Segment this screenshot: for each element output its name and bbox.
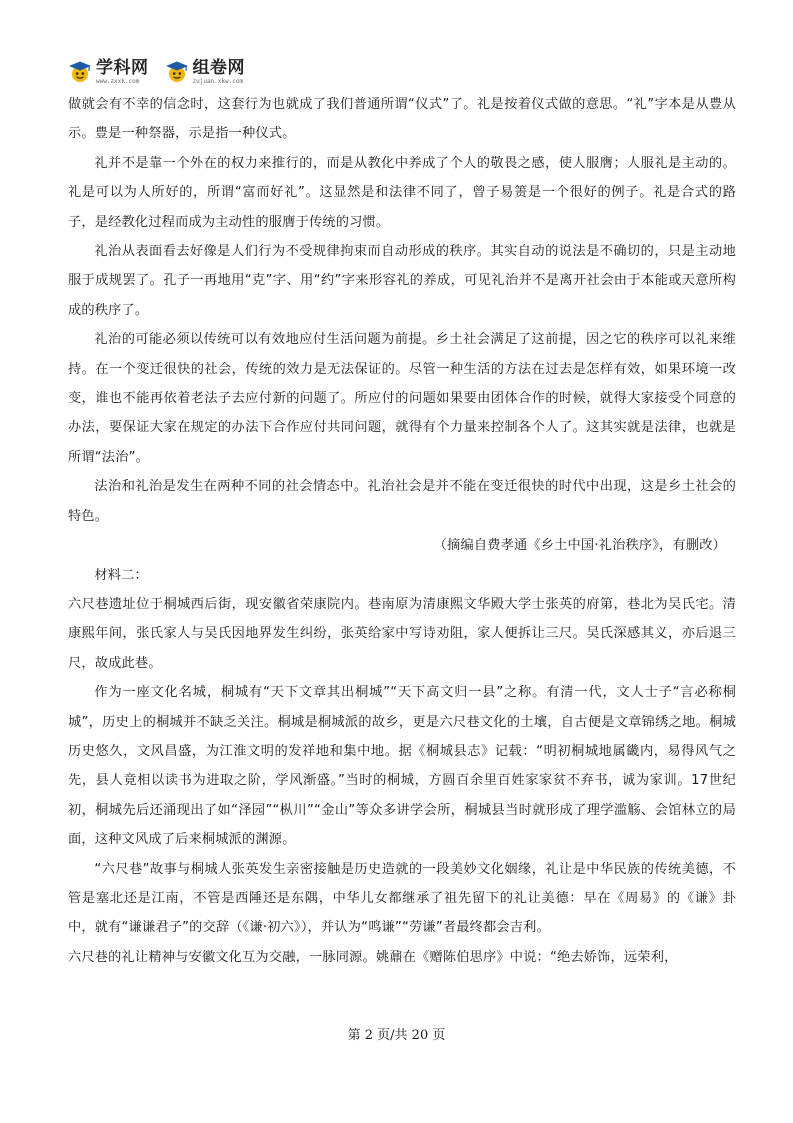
logo-zxxk[interactable] xyxy=(68,57,149,85)
header-logos xyxy=(68,56,255,88)
paragraph: 作为一座文化名城，桐城有“天下文章其出桐城”“天下高文归一县”之称。有清一代，文人士子“言必称桐城”，历史上的桐城并不缺乏关注。桐城是桐城派的故乡，更是六尺巷文化的土壤，自古便是文章锦绣之地。桐城历史悠久，文风昌盛，为江淮文明的发祥地和集中地。据《桐城县志》记载：“明初桐城地属畿内，易得风气之先，县人竟相以读书为进取之阶，学风渐盛。”当时的桐城，方圆百余里百姓家家贫不弃书，诚为家训。17世纪初，桐城先后还涌现出了如“泽园”“枞川”“金山”等众多讲学会所，桐城县当时就形成了理学滥觞、会馆林立的局面，这种文风成了后来桐城派的渊源。 xyxy=(68,685,736,848)
logo-zujuan[interactable] xyxy=(165,57,246,85)
paragraph: 礼治从表面看去好像是人们行为不受规律拘束而自动形成的秩序。其实自动的说法是不确切的，只是主动地服于成规罢了。孔子一再地用“克”字、用“约”字来形容礼的养成，可见礼治并不是离开社会由于本能或天意所构成的秩序了。 xyxy=(68,244,736,318)
paragraph: “六尺巷”故事与桐城人张英发生亲密接触是历史造就的一段美妙文化姻缘，礼让是中华民族的传统美德，不管是塞北还是江南，不管是西陲还是东隅，中华儿女都继承了祖先留下的礼让美德：早在《周易》的《谦》卦中，就有“谦谦君子”的交辞（《谦·初六》），并认为“鸣谦”“劳谦”者最终都会吉利。 xyxy=(68,861,736,936)
source-citation: （摘编自费孝通《乡土中国·礼治秩序》，有删改） xyxy=(433,538,726,554)
paragraph: 礼并不是靠一个外在的权力来推行的，而是从教化中养成了个人的敬畏之感，使人服膺；人服礼是主动的。礼是可以为人所好的，所谓“富而好礼”。这显然是和法律不同了，曾子易箦是一个很好的例子。礼是合式的路子，是经教化过程而成为主动性的服膺于传统的习惯。 xyxy=(68,155,736,230)
logo-name: 学科网 xyxy=(96,57,149,78)
section-label: 材料二： xyxy=(94,567,148,583)
document-body xyxy=(68,90,736,972)
paragraph: 法治和礼治是发生在两种不同的社会情态中。礼治社会是并不能在变迁很快的时代中出现，这是乡土社会的特色。 xyxy=(68,479,736,524)
paragraph: 六尺巷的礼让精神与安徽文化互为交融，一脉同源。姚鼐在《赠陈伯思序》中说：“绝去娇饰，远荣利， xyxy=(68,949,678,965)
paragraph: 做就会有不幸的信念时，这套行为也就成了我们普通所谓“仪式”了。礼是按着仪式做的意思。“礼”字本是从豊从示。豊是一种祭器，示是指一种仪式。 xyxy=(68,97,736,142)
graduation-cap-icon xyxy=(165,60,189,84)
logo-url: zujuan.xkw.com xyxy=(192,77,244,85)
graduation-cap-icon xyxy=(68,60,92,84)
logo-name: 组卷网 xyxy=(192,57,245,78)
paragraph: 礼治的可能必须以传统可以有效地应付生活问题为前提。乡土社会满足了这前提，因之它的秩序可以礼来维持。在一个变迁很快的社会，传统的效力是无法保证的。尽管一种生活的方法在过去是怎样有效，如果环境一改变，谁也不能再依着老法子去应付新的问题了。所应付的问题如果要由团体合作的时候，就得大家接受个同意的办法，要保证大家在规定的办法下合作应付共同问题，就得有个力量来控制各个人了。这其实就是法律，也就是所谓“法治”。 xyxy=(68,332,736,465)
logo-url: www.zxxk.com xyxy=(96,77,140,85)
page-number: 第 2 页/共 20 页 xyxy=(347,1028,446,1043)
paragraph: 六尺巷遗址位于桐城西后街，现安徽省荣康院内。巷南原为清康熙文华殿大学士张英的府第，巷北为吴氏宅。清康熙年间，张氏家人与吴氏因地界发生纠纷，张英给家中写诗劝阻，家人便拆让三尺。吴氏深感其义，亦后退三尺，故成此巷。 xyxy=(68,596,736,671)
